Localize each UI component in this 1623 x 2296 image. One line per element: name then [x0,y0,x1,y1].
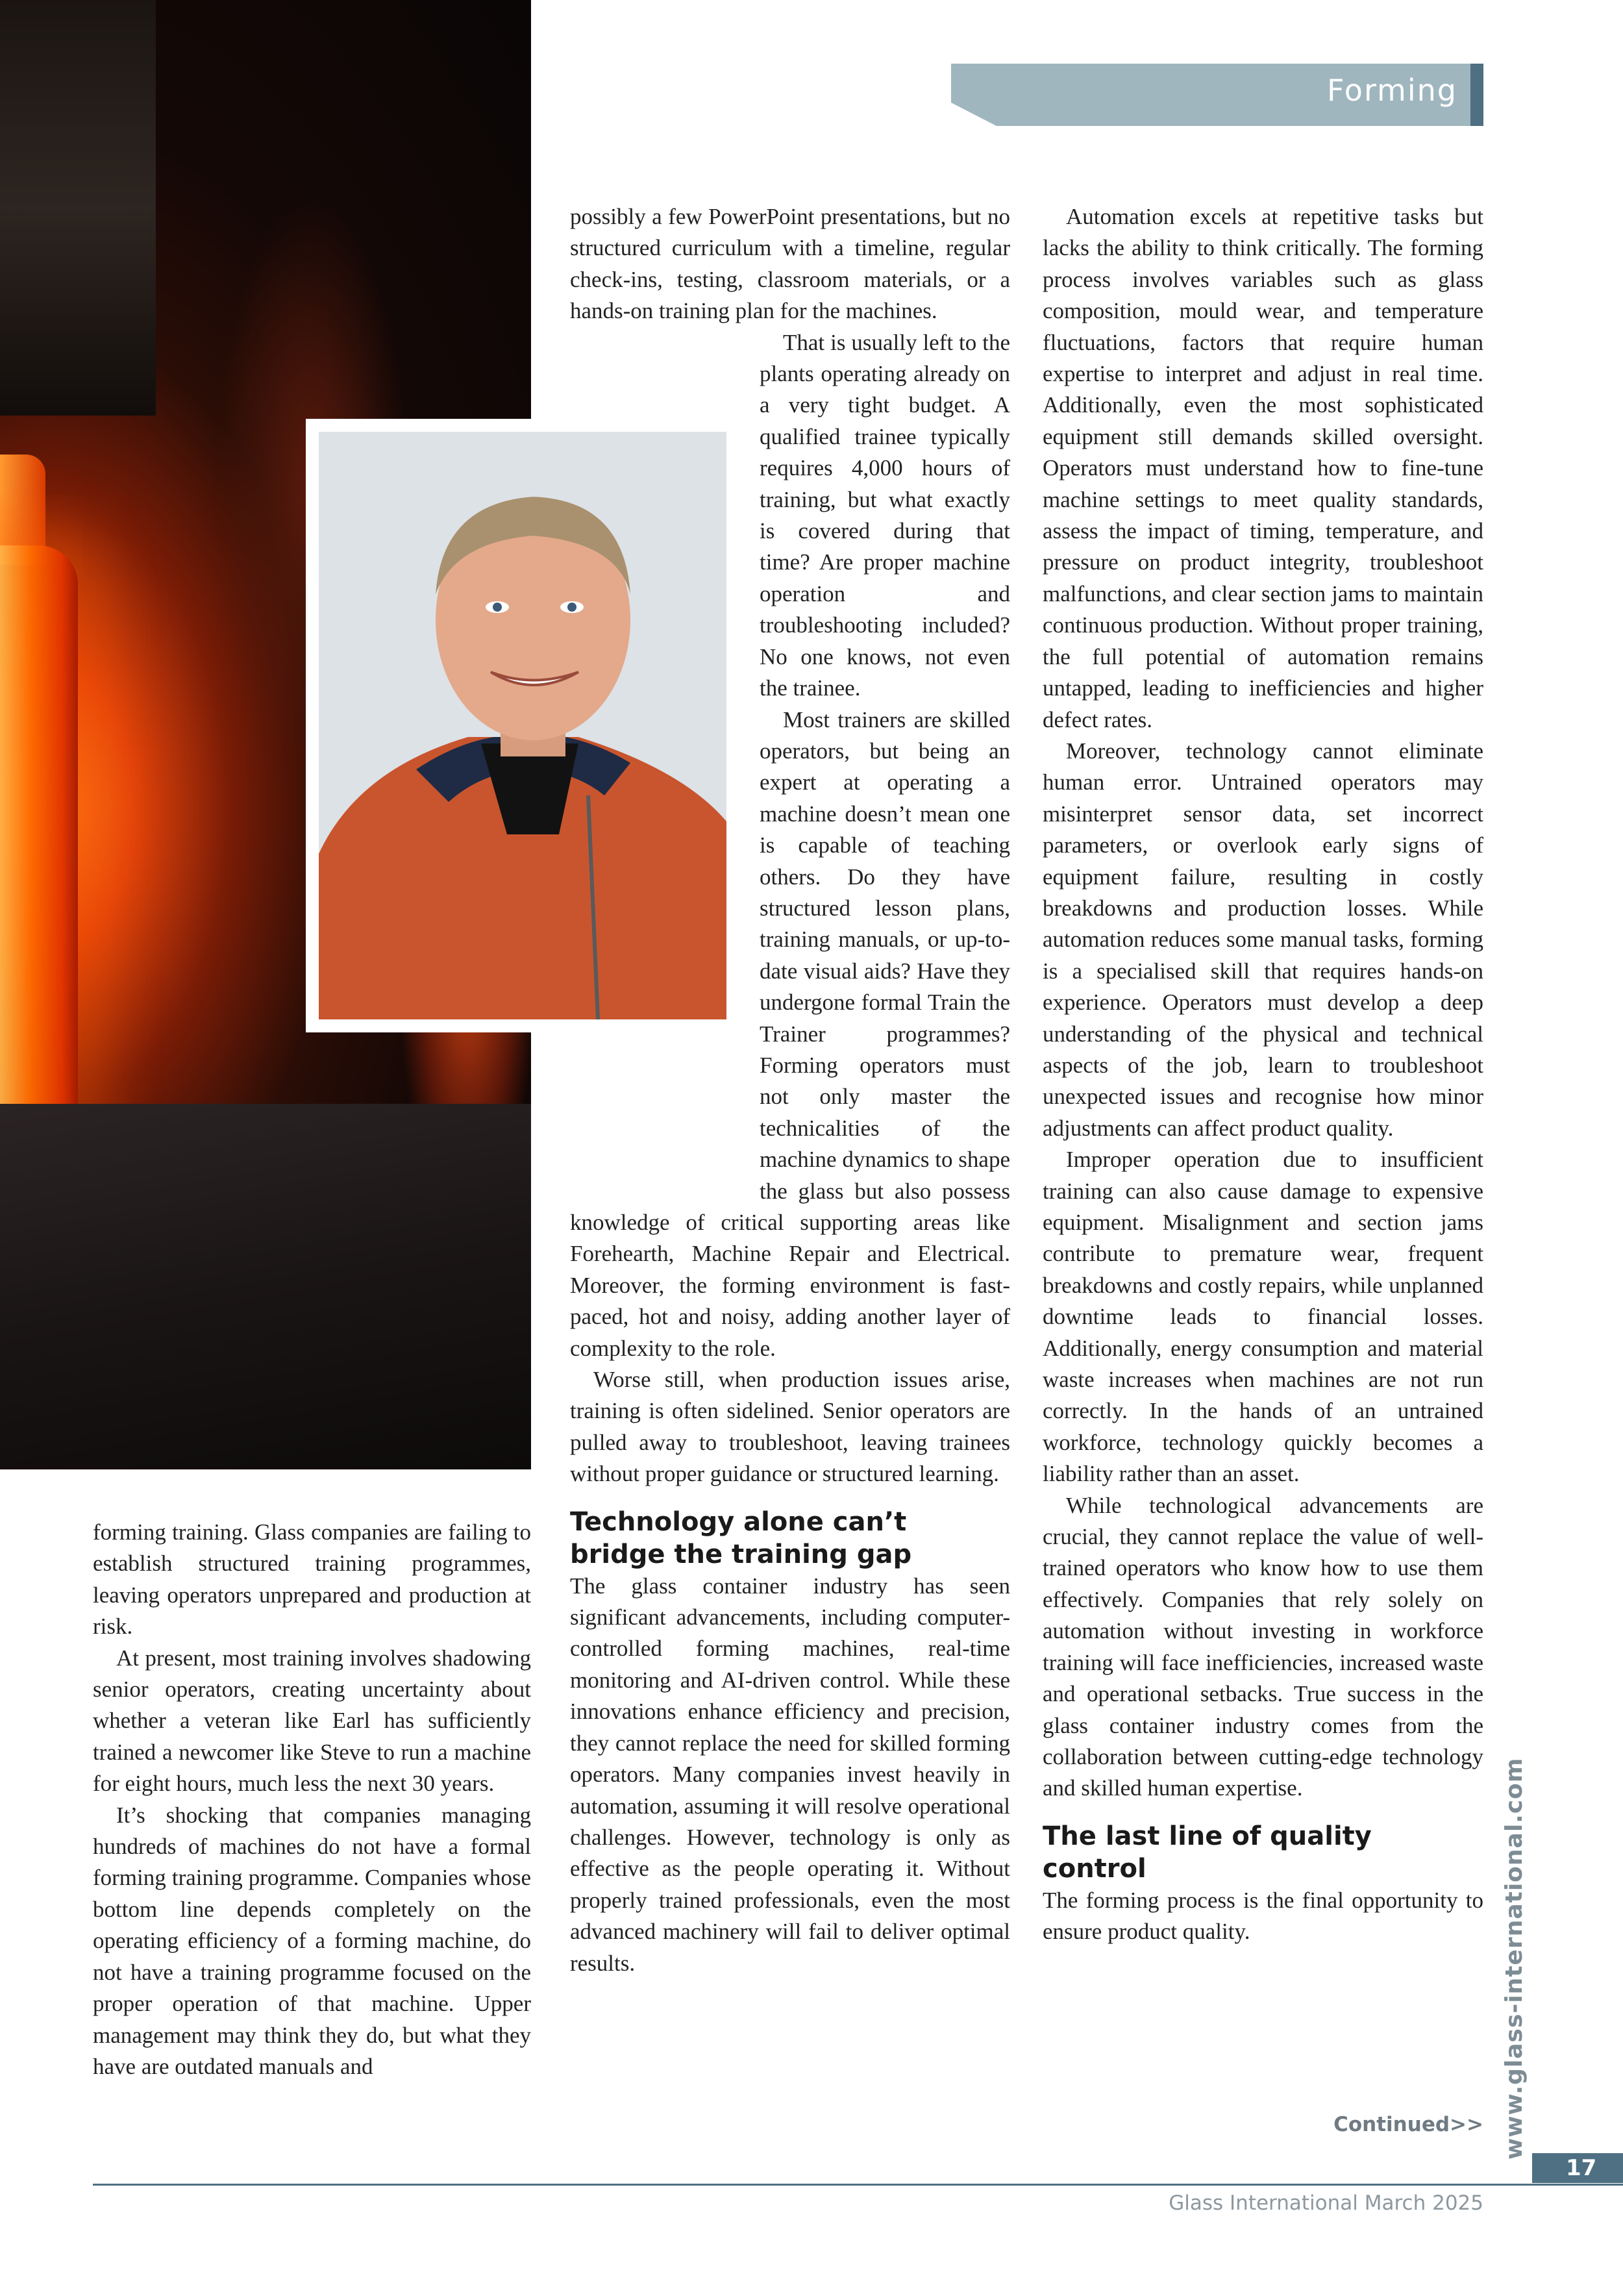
paragraph: The glass container industry has seen significant advancements, including computer-controlled forming machines, real-time monitoring and AI-driven control. While these innovations enhance efficiency and precision, they cannot replace the need for skilled forming operators. Many companies invest heavily in automation, assuming it will resolve operational challenges. However, technology is only as effective as the people operating it. Without properly trained professionals, even the most advanced machinery will fail to deliver optimal results. [570,1573,1010,1976]
column-2 [570,201,1010,1979]
paragraph: The forming process is the final opportunity to ensure product quality. [1043,1887,1483,1945]
paragraph: Improper operation due to insufficient training can also cause damage to expensive equipment. Misalignment and section jams contribute to premature wear, frequent breakdowns and costly repairs, while unplanned downtime leads to financial losses. Additionally, energy consumption and material waste increases when machines are not run correctly. In the hands of an untrained workforce, technology quickly becomes a liability rather than an asset. [1043,1147,1483,1487]
column-3 [1043,201,1483,1948]
hot-glass-bottle [0,545,78,1195]
paragraph: Most trainers are skilled operators, but being an expert at operating a machine doesn’t mean one is capable of teaching others. Do they have structured lesson plans, training manuals, or up-to-date visual aids? Have they undergone formal Train the Trainer programmes? Forming operators must not only master the technicalities of the machine dynamics to shape the glass but also possess knowledge of critical supporting areas like Forehearth, Machine Repair and Electrical. Moreover, the forming environment is fast-paced, hot and noisy, adding another layer of complexity to the role. [570,706,1010,1361]
section-heading: The last line of quality control [1043,1821,1372,1884]
portrait-wrap-space [570,358,760,1204]
paragraph: Worse still, when production issues arise, training is often sidelined. Senior operators are pulled away to troubleshoot, leaving trainees without proper guidance or structured learning. [570,1367,1010,1487]
section-label: Forming [1326,73,1457,108]
paragraph: possibly a few PowerPoint presentations, but no structured curriculum with a timeline, regular check-ins, testing, classroom materials, or a hands-on training plan for the machines. [570,204,1010,324]
section-heading: Technology alone can’t bridge the training gap [570,1506,912,1569]
paragraph: That is usually left to the plants operating already on a very tight budget. A qualified trainee typically requires 4,000 hours of training, but what exactly is covered during that time? Are proper machine operation and troubleshooting included? No one knows, not even the trainee. [760,329,1010,701]
paragraph: At present, most training involves shadowing senior operators, creating uncertainty about whether a veteran like Earl has sufficiently trained a newcomer like Steve to run a machine for eight hours, much less the next 30 years. [93,1645,531,1797]
machine-plate [0,1104,531,1467]
footer-rule [93,2184,1623,2186]
paragraph: While technological advancements are crucial, they cannot replace the value of well-trained operators who know how to use them effectively. Companies that rely solely on automation without investing in workforce training will face inefficiencies, increased waste and operational setbacks. True success in the glass container industry comes from the collaboration between cutting-edge technology and skilled human expertise. [1043,1492,1483,1801]
section-tab [951,64,1483,126]
page-number: 17 [1532,2153,1623,2183]
footer-issue: Glass International March 2025 [1169,2191,1483,2215]
sidebar-url: www.glass-international.com [1501,1757,1528,2160]
paragraph: forming training. Glass companies are failing to establish structured training programmes, leaving operators unprepared and production at risk. [93,1519,531,1640]
column-1 [93,1517,531,2082]
paragraph: Moreover, technology cannot eliminate human error. Untrained operators may misinterpret sensor data, set incorrect parameters, or overlook early signs of equipment failure, resulting in costly breakdowns and production losses. While automation reduces some manual tasks, forming is a specialised skill that requires hands-on experience. Operators must develop a deep understanding of the physical and technical aspects of the job, learn to troubleshoot unexpected issues and recognise how minor adjustments can affect product quality. [1043,738,1483,1141]
paragraph: Automation excels at repetitive tasks but lacks the ability to think critically. The forming process involves variables such as glass composition, mould wear, and temperature fluctuations, factors that require human expertise to interpret and adjust in real time. Additionally, even the most sophisticated equipment still demands skilled oversight. Operators must understand how to fine-tune machine settings to meet quality standards, assess the impact of timing, temperature, and pressure on product integrity, troubleshoot malfunctions, and clear section jams to maintain continuous production. Without proper training, the full potential of automation remains untapped, leading to inefficiencies and higher defect rates. [1043,204,1483,732]
machine-mechanism [0,0,156,416]
continued-link[interactable]: Continued>> [1333,2113,1483,2136]
paragraph: It’s shocking that companies managing hundreds of machines do not have a formal forming training programme. Companies whose bottom line depends completely on the operating efficiency of a forming machine, do not have a training programme focused on the proper operation of that machine. Upper management may think they do, but what they have are outdated manuals and [93,1802,531,2079]
